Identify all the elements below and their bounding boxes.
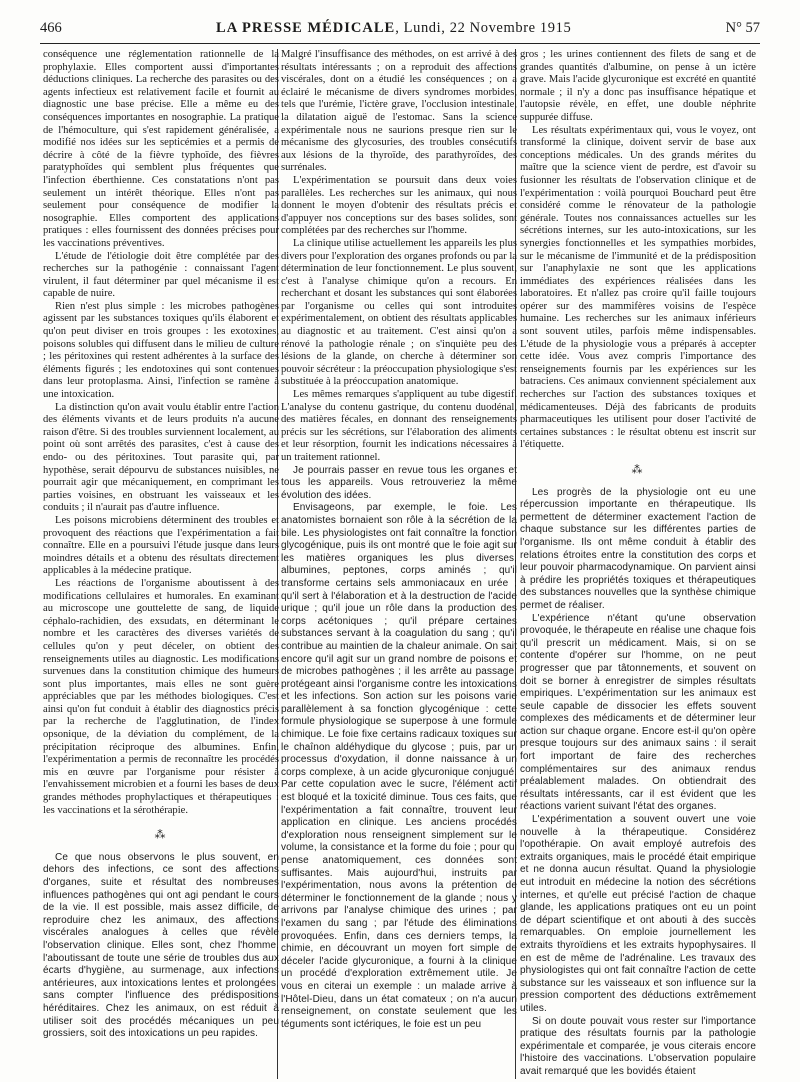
paragraph: Les progrès de la physiologie ont eu une répercussion importante en thérapeutique. Ils permettent de déterminer exactement l'action de chaque substance sur les différentes parties de l'organisme. Ils ont même conduit à établir des relations étroites entre la constitution des corps et leur pouvoir pharmacodynamique. On parvient ainsi à prédire les propriétés toxiques et thérapeutiques des substances nouvelles que la synthèse chimique permet de réaliser. [520,486,756,611]
column-1 [43,49,279,1079]
column-2 [281,49,517,1079]
paragraph: Les mêmes remarques s'appliquent au tube digestif. L'analyse du contenu gastrique, du contenu duodénal, des matières fécales, en donnant des renseignements précis sur les sécrétions, sur l'élaboration des aliments et leur résorption, fournit les indications nécessaires à un traitement rationnel. [281,389,517,463]
paragraph: Les résultats expérimentaux qui, vous le voyez, ont transformé la clinique, doivent servir de base aux conceptions médicales. Un des grands mérites du maître que la science vient de perdre, est d'avoir su fusionner les résultats de l'observation clinique et de l'expérimentation : voilà pourquoi Bouchard peut être considéré comme le rénovateur de la pathologie générale. Toutes nos connaissances actuelles sur les sécrétions internes, sur les auto-intoxications, sur les synergies fonctionnelles et les sympathies morbides, sur le mécanisme de l'immunité et de la prédisposition sur l'anaphylaxie ne sont que les applications immédiates des expériences réalisées dans les laboratoires. Et n'allez pas croire qu'il faille toujours opérer sur des mammifères voisins de l'espèce humaine. Les recherches sur les animaux inférieurs sont souvent utiles, parfois même indispensables. L'étude de la physiologie vous a préparés à accepter cette idée. Vous avez compris l'importance des renseignements fournis par les expériences sur les batraciens. Ces animaux conviennent spécialement aux recherches sur l'action des substances toxiques et médicamenteuses. Déjà des fabricants de produits pharmaceutiques les utilisent pour doser l'activité de certaines substances : le résultat obtenu est inscrit sur l'étiquette. [520,124,756,451]
paragraph: conséquence une réglementation rationnelle de la prophylaxie. Elles comportent aussi d'importantes déductions cliniques. La recherche des parasites ou des agents infectieux est relativement facile et fournit au diagnostic une base précise. Elle a même eu des conséquences importantes en nosographie. La pratique de l'hémoculture, qui s'est rapidement généralisée, a modifié nos idées sur les septicémies et a permis de décrire à côté de la fièvre typhoïde, des fièvres paratyphoïdes qui semblent plus fréquentes que l'infection éberthienne. Ces constatations n'ont pas seulement un intérêt théorique. Elles n'ont pas seulement pour conséquence de modifier la nosographie. Elles comportent des applications pratiques : elles fournissent des données précises pour les vaccinations préventives. [43,49,279,249]
paragraph: L'expérimentation a souvent ouvert une voie nouvelle à la thérapeutique. Considérez l'opothérapie. On avait employé autrefois des extraits organiques, mais le procédé était empirique et ne donna aucun résultat. Quand la physiologie eut introduit en médecine la notion des sécrétions internes, et qu'elle eut précisé l'action de chaque glande, les applications pratiques ont eu un point de départ scientifique et ont abouti à des succès remarquables. On emploie journellement les extraits thyroïdiens et les extraits hypophysaires. Il en est de même de l'adrénaline. Les travaux des physiologistes qui ont fait connaître l'action de cette substance sur les vaisseaux et son influence sur la pression comportent des déductions extrêmement utiles. [520,814,756,1014]
header-rule [40,43,760,44]
page-number: 466 [40,20,62,36]
paragraph: Rien n'est plus simple : les microbes pathogènes agissent par les substances toxiques qu'ils élaborent et qu'on peut diviser en trois groupes : les exotoxines, poisons solubles qui diffusent dans le milieu de culture ; les péritoxines qui restent adhérentes à la surface des éléments figurés ; les endotoxines qui sont contenues dans leur protoplasma. Ainsi, l'infection se ramène à une intoxication. [43,300,279,401]
paragraph: Ce que nous observons le plus souvent, en dehors des infections, ce sont des affections d'organes, suite et résultat des nombreuses influences pathogènes qui ont agi pendant le cours de la vie. Il est possible, mais assez difficile, de reproduire chez les animaux, des affections viscérales analogues à celles que révèle l'observation clinique. Elles sont, chez l'homme, l'aboutissant de toute une série de troubles dus aux écarts d'hygiène, au surmenage, aux infections antérieures, aux intoxications lentes et prolongées, sans compter l'influence des prédispositions héréditaires. Chez les animaux, on est réduit à utiliser soit des procédés mécaniques un peu grossiers, soit des intoxications un peu rapides. [43,851,279,1040]
paragraph: L'expérimentation se poursuit dans deux voies parallèles. Les recherches sur les animaux, qui nous donnent le moyen d'obtenir des résultats précis et d'appuyer nos conceptions sur des bases solides, sont complétées par des recherches sur l'homme. [281,174,517,237]
paragraph: Je pourrais passer en revue tous les organes et tous les appareils. Vous retrouveriez la même évolution des idées. [281,464,517,501]
section-separator: ⁂ [631,464,645,476]
issue-date: , Lundi, 22 Novembre 1915 [395,20,572,36]
paragraph: L'expérience n'étant qu'une observation provoquée, le thérapeute en réalise une chaque fois qu'il prescrit un médicament. Mais, si on se contente d'opérer sur l'homme, on ne peut progresser que par tâtonnements, et souvent on doit se borner à enregistrer de simples résultats empiriques. L'expérimentation sur les animaux est seule capable de dissocier les effets souvent complexes des médicaments et de déterminer leur action sur chaque organe. Encore est-il qu'on opère presque toujours sur des animaux sains : il serait fort important de faire des recherches complémentaires sur des animaux rendus préalablement malades. On obtiendrait des résultats intéressants, car il est évident que les réactions varient suivant l'état des organes. [520,612,756,813]
journal-name: LA PRESSE MÉDICALE [216,20,396,36]
paragraph: Envisageons, par exemple, le foie. Les anatomistes bornaient son rôle à la sécrétion de la bile. Les physiologistes ont fait connaître la fonction glycogénique, puis ils ont montré que le foie agit sur les matières organiques les plus diverses, albumines, peptones, corps aminés ; qu'il transforme certains sels ammoniacaux en urée ; qu'il sert à l'élaboration et à la destruction de l'acide urique ; qu'il joue un rôle dans la production des corps acétoniques ; qu'il prépare certaines substances servant à la coagulation du sang ; qu'il contribue au maintien de la chaleur animale. On sait encore qu'il agit sur un grand nombre de poisons et de microbes pathogènes ; il les arrête au passage, protégeant ainsi l'organisme contre les intoxications et les infections. Son action sur les poisons varie parallèlement à sa fonction glycogénique : cette formule physiologique se superpose à une formule chimique. Le foie fixe certains radicaux toxiques sur le chaînon aldéhydique du glycose ; puis, par un processus d'oxydation, il donne naissance à un corps complexe, à un acide glycuronique conjugué. Par cette copulation avec le sucre, l'élément actif est bloqué et la toxicité diminue. Tous ces faits, que l'expérimentation a fait connaître, trouvent leur application en clinique. Les anciens procédés d'exploration nous renseignent simplement sur le volume, la consistance et la forme du foie ; pour qui pense anatomiquement, ces données sont suffisantes. Mais aujourd'hui, instruits par l'expérimentation, nous avons la prétention de déterminer le fonctionnement de la glande ; nous y arrivons par l'analyse chimique des urines ; par l'examen du sang ; par l'étude des éliminations provoquées. Enfin, dans ces derniers temps, la chimie, en découvrant un moyen fort simple de déceler l'acide glycuronique, a fourni à la clinique un procédé d'exploration extrêmement utile. Je vous en citerai un exemple : un malade arrive à l'Hôtel-Dieu, dans un état comateux ; on n'a aucun renseignement, on constate seulement que les téguments sont ictériques, le foie est un peu [281,502,517,1030]
journal-title-line [216,20,571,37]
paragraph: Malgré l'insuffisance des méthodes, on est arrivé à des résultats intéressants ; on a reproduit des affections viscérales, dont on a étudié les conséquences ; on a éclairé le mécanisme de divers syndromes morbides, tels que l'urémie, l'ictère grave, l'occlusion intestinale, la dilatation aiguë de l'estomac. Sans la science expérimentale nous ne saurions presque rien sur le mécanisme des glycosuries, des troubles consécutifs aux lésions de la thyroïde, des parathyroïdes, des surrénales. [281,49,517,174]
page-header [40,20,760,42]
paragraph: Les réactions de l'organisme aboutissent à des modifications cellulaires et humorales. En examinant au microscope une gouttelette de sang, de liquide céphalo-rachidien, des exsudats, en déterminant le nombre et les caractères des diverses variétés de cellules qu'on y peut déceler, on obtient des renseignements utiles au diagnostic. Les modifications survenues dans la constitution chimique des humeurs sont plus importantes, mais elles ne sont guère appréciables que par les méthodes biologiques. C'est ainsi qu'on fut conduit à établir des diagnostics précis par la recherche de l'agglutination, de l'index opsonique, de la déviation du complément, de la précipitation réciproque des albumines. Enfin, l'expérimentation a permis de reconnaître les procédés mis en œuvre par l'organisme pour résister à l'envahissement microbien et a fourni les bases de deux grandes méthodes prophylactiques et thérapeutiques : les vaccinations et la sérothérapie. [43,577,279,816]
paragraph: gros ; les urines contiennent des filets de sang et de grandes quantités d'albumine, on pense à un ictère grave. Mais l'acide glycuronique est excrété en quantité normale ; il n'y a donc pas insuffisance hépatique et l'autopsie révèle, en effet, une double néphrite suppurée diffuse. [520,49,756,123]
section-separator: ⁂ [154,829,168,842]
paragraph: Les poisons microbiens déterminent des troubles et provoquent des réactions que l'expérimentation a fait connaître. Elle en a poursuivi l'étude jusque dans leurs moindres détails et a obtenu des résultats directement applicables à la médecine pratique. [43,514,279,577]
paragraph: L'étude de l'étiologie doit être complétée par des recherches sur la pathogénie : connaissant l'agent virulent, il faut déterminer par quel mécanisme il est capable de nuire. [43,250,279,300]
column-3 [520,49,756,1079]
paragraph: Si on doute pouvait vous rester sur l'importance pratique des résultats fournis par la pathologie expérimentale et comparée, je vous citerais encore l'histoire des vaccinations. L'observation populaire avait remarqué que les bovidés étaient [520,1015,756,1077]
paragraph: La distinction qu'on avait voulu établir entre l'action des éléments vivants et de leurs produits n'a aucune raison d'être. Si des troubles surviennent localement, au point où sont arrêtés des parasites, c'est à cause des endo- ou des péritoxines. Tout parasite qui, par hypothèse, serait dépourvu de substances nuisibles, ne pourrait agir que mécaniquement, en comprimant les parties voisines, en obstruant les vaisseaux et les conduits ; il n'aurait pas d'autre influence. [43,401,279,514]
issue-number: N° 57 [725,20,760,36]
paragraph: La clinique utilise actuellement les appareils les plus divers pour l'exploration des organes profonds ou par la détermination de leur fonctionnement. Le plus souvent, c'est à l'analyse chimique qu'on a recours. En recherchant et dosant les substances qui sont élaborées par l'organisme ou celles qui sont introduites expérimentalement, on obtient des résultats applicables au diagnostic et au traitement. C'est ainsi qu'on a rénové la pathologie rénale ; on s'inquiète peu des lésions de la glande, on cherche à déterminer son pouvoir sécréteur : la préoccupation physiologique s'est substituée à la préoccupation anatomique. [281,237,517,388]
